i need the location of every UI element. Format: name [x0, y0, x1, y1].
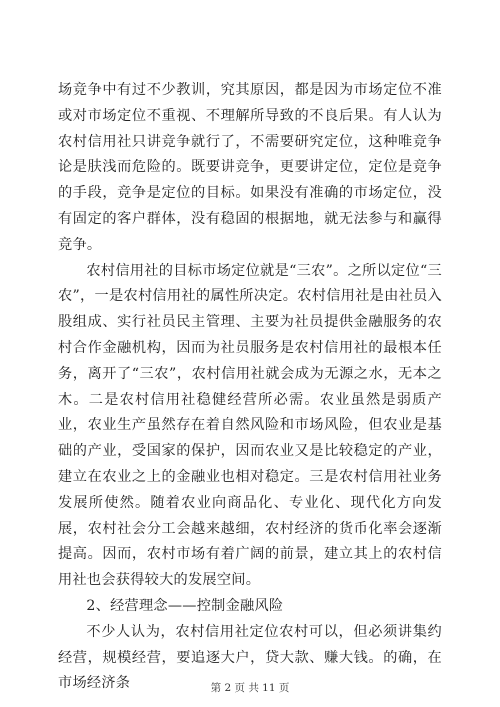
section-heading: 2、经营理念——控制金融风险	[86, 597, 284, 614]
paragraph-target-market: 农村信用社的目标市场定位就是“三农”。之所以定位“三农”，一是农村信用社的属性所决定。农村信用社是由社员入股组成、实行社员民主管理、主要为社员提供金融服务的农村合作金融机构，因而为社员服务是农村信用社的最根本任务，离开了“三农”，农村信用社就会成为无源之水，无本之木。二是农村信用社稳健经营所必需。农业虽然是弱质产业，农业生产虽然存在着自然风险和市场风险，但农业是基础的产业，受国家的保护，因而农业又是比较稳定的产业，建立在农业之上的金融业也相对稳定。三是农村信用社业务发展所使然。随着农业向商品化、专业化、现代化方向发展，农村社会分工会越来越细，农村经济的货币化率会逐渐提高。因而，农村市场有着广阔的前景，建立其上的农村信用社也会获得较大的发展空间。	[58, 262, 442, 589]
paragraph-business-philosophy: 不少人认为，农村信用社定位农村可以，但必须讲集约经营，规模经营，要追逐大户，贷大款、赚大钱。的确，在市场经济条	[58, 623, 442, 692]
document-body	[58, 78, 442, 697]
page-footer: 第 2 页 共 11 页	[210, 682, 290, 694]
paragraph-continuation: 场竞争中有过不少教训，究其原因，都是因为市场定位不准或对市场定位不重视、不理解所导致的不良后果。有人认为农村信用社只讲竞争就行了，不需要研究定位，这种唯竞争论是肤浅而危险的。既要讲竞争，更要讲定位，定位是竞争的手段，竞争是定位的目标。如果没有准确的市场定位，没有固定的客户群体，没有稳固的根据地，就无法参与和赢得竞争。	[58, 82, 442, 253]
